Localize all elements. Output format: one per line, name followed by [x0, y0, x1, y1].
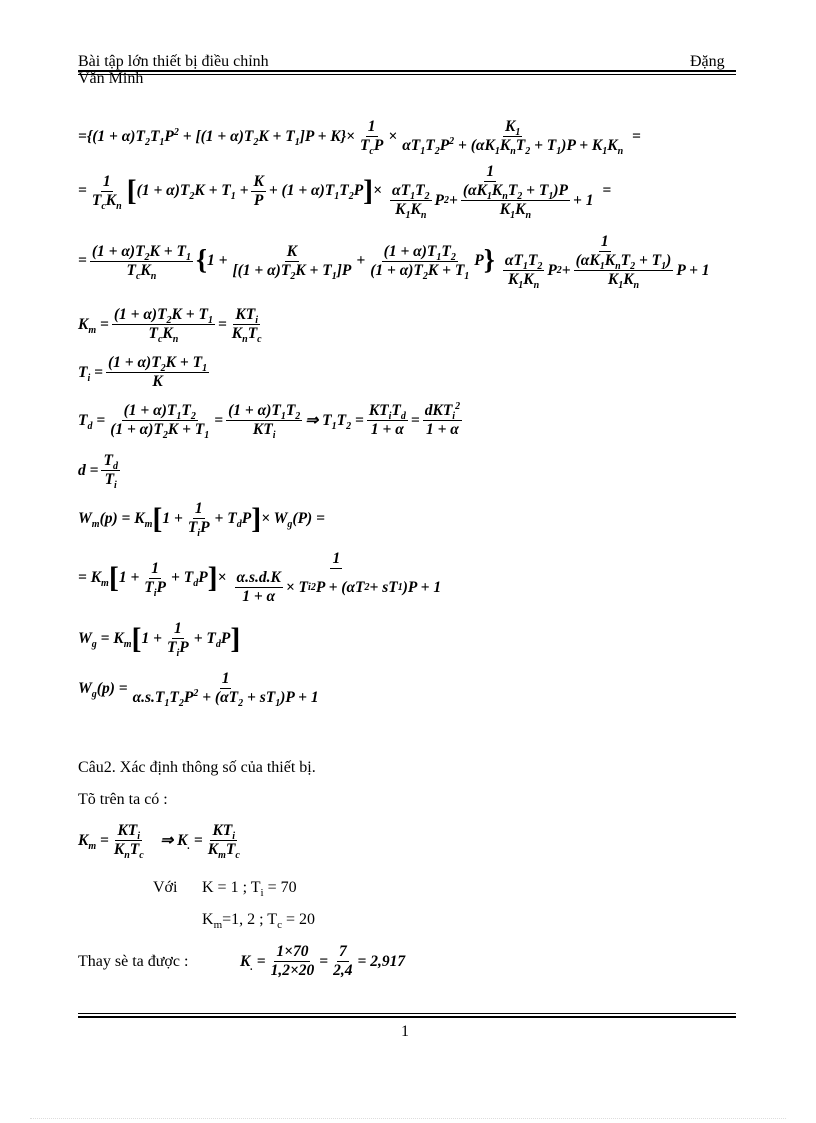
equation-td: $T_d$ = $\frac{(1 + \alpha)T_1T_2}{(1 + \alpha)T_2K + T_1}$ = $\frac{(1 + \alpha)T_1T_2}{KT_i}$ ⇒ $T_1T_2$ = $\frac{KT_iT_d}{1 + \alpha}$ = $\frac{dKT_i^2}{1 + \alpha}$ [78, 400, 461, 442]
equation-2: = $\frac{1}{T_cK_n}$ [ $(1 + \alpha)T_2K + T_1$ + $\frac{K}{P}$ + $(1 + \alpha)T_1T_2P$ ] × 1 $\frac{\alpha T_1T_2}{K_1K_n}$ P 2 + $\frac{(\alpha K_1K_nT_2 + T_1)P}{K_1K_n}$ + 1 = [78, 163, 612, 222]
page-bottom-divider [30, 1118, 786, 1119]
equation-wm-expanded: = $K_m$ [ 1 + $\frac{1}{T_iP}$ + $T_dP$ ] × 1 $\frac{\alpha.s.d.K}{1 + \alpha}$ × T i 2 P + (αT 2 + sT 1 )P + 1 [78, 550, 442, 605]
section-intro: Tõ trên ta có : [78, 791, 168, 808]
given-line-2: $K_m=1$, 2 ; $T_c = 20$ [202, 911, 315, 932]
footer-rule-thick [78, 1016, 736, 1018]
header-title: Bài tập lớn thiết bị điều chỉnh [78, 53, 269, 70]
given-line-1: K = 1 ; $T_i = 70$ [202, 879, 297, 900]
equation-3: = $\frac{(1 + \alpha)T_2K + T_1}{T_cK_n}$ { 1 + $\frac{K}{[(1 + \alpha)T_2K + T_1]P}$ + $\frac{(1 + \alpha)T_1T_2}{(1 + \alpha)T_2K + T_1}$ P } 1 $\frac{\alpha T_1T_2}{K_1K_n}$ P 2 + $\frac{(\alpha K_1K_nT_2 + T_1)}{K_1K_n}$ P + 1 [78, 233, 710, 292]
result-label: Thay sè ta được : [78, 953, 189, 970]
result-formula: $K_.$ = $\frac{1\times 70}{1,2\times 20}$ = $\frac{7}{2,4}$ = 2,917 [240, 943, 406, 979]
page-number: 1 [401, 1023, 409, 1040]
equation-ti: $T_i$ = $\frac{(1 + \alpha)T_2K + T_1}{K}$ [78, 354, 208, 390]
section-formula: $K_m$ = $\frac{KT_i}{K_nT_c}$ ⇒ $K_.$ = $\frac{KT_i}{K_mT_c}$ [78, 822, 240, 862]
header-rule-thick [78, 70, 736, 72]
equation-wm: $W_m(p) = K_m$ [ 1 + $\frac{1}{T_iP}$ + $T_dP$ ] × $W_g(P)$ = [78, 500, 325, 540]
equation-1: = $\{(1 + \alpha)T_2T_1P^2 + [(1 + \alpha)T_2K + T_1]P + K\}\times$ $\frac{1}{T_cP}$ × $\frac{K_1}{\alpha T_1T_2P^2 + (\alpha K_1K_nT_2 + T_1)P + K_1K_n}$ = [78, 118, 641, 158]
header-author-last: Văn Minh [78, 70, 144, 87]
section-title: Câu2. Xác định thông số của thiết bị. [78, 759, 316, 776]
equation-d: d = $\frac{T_d}{T_i}$ [78, 452, 118, 492]
equation-km: $K_m$ = $\frac{(1 + \alpha)T_2K + T_1}{T_cK_n}$ = $\frac{KT_i}{K_nT_c}$ [78, 306, 262, 346]
header-author-first: Đặng [690, 53, 725, 70]
given-label: Với [153, 879, 178, 896]
equation-wg-p: $W_g(p)$ = $\frac{1}{\alpha.s.T_1T_2P^2 + (\alpha T_2 + sT_1)P + 1}$ [78, 670, 319, 710]
equation-wg: $W_g = K_m$ [ 1 + $\frac{1}{T_iP}$ + $T_dP$ ] [78, 620, 241, 660]
footer-rule-thin [78, 1013, 736, 1014]
header-rule-thin [78, 74, 736, 75]
